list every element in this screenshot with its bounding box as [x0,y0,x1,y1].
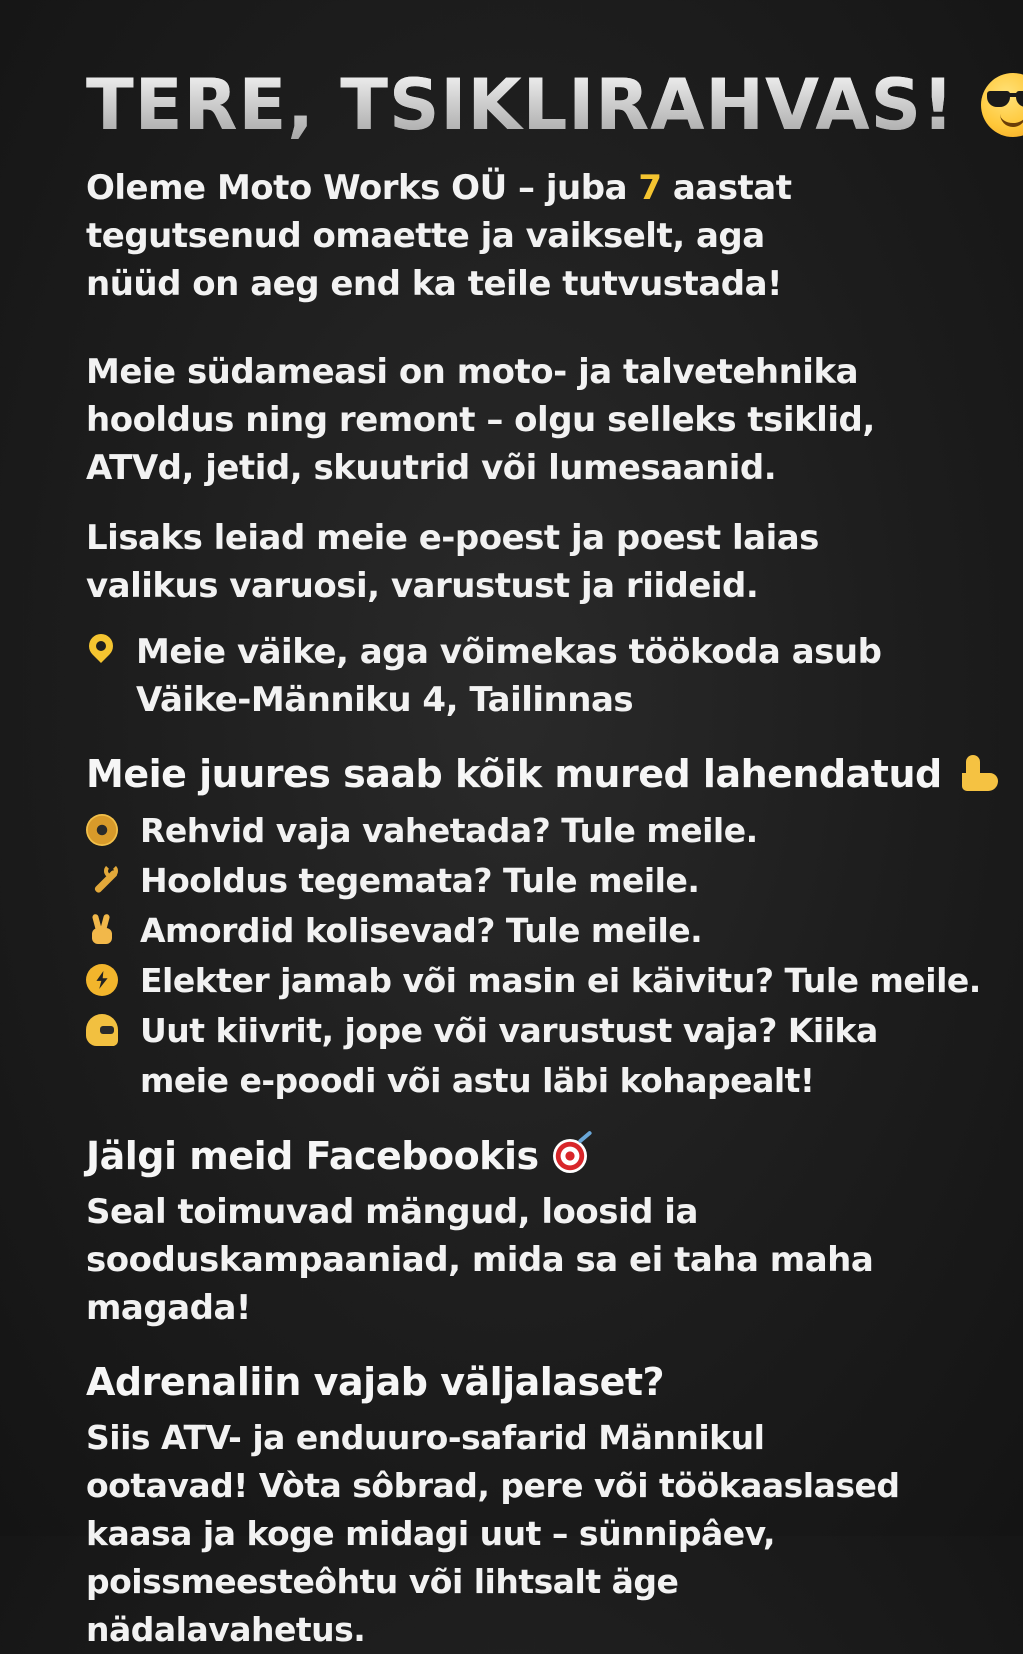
service-paragraph: Meie südameasi on moto- ja talvetehnika hooldus ning remont – olgu selleks tsiklid, ATVd, jetid, skuutrid või lumesaanid. [86,352,875,488]
map-pin-icon [86,632,116,676]
location-line-1: Meie väike, aga võimekas töökoda asub [136,632,882,672]
list-item-text: Rehvid vaja vahetada? Tule meile. [140,811,758,850]
lightning-bolt-icon [86,964,118,996]
intro-text-start: Oleme Moto Works OÜ – juba [86,168,639,208]
page-title-text: TERE, TSIKLIRAHVAS! [86,60,955,150]
adrenaline-heading [86,1354,986,1410]
adrenaline-heading-text: Adrenaliin vajab väljalaset? [86,1360,665,1404]
sunglasses-face-icon [981,73,1023,137]
list-item-text: Uut kiivrit, jope või varustust vaja? Kiika meie e-poodi või astu läbi kohapealt! [140,1011,878,1100]
facebook-heading-text: Jälgi meid Facebookis [86,1134,539,1178]
page-title [86,60,986,150]
helmet-icon [86,1014,118,1046]
crossed-fingers-icon [86,914,118,946]
intro-years-highlight: 7 [638,168,662,208]
sunglasses-icon [987,91,1023,107]
intro-paragraph [86,164,866,308]
facebook-heading [86,1128,986,1184]
list-item [86,906,986,956]
shop-paragraph: Lisaks leiad meie e-poest ja poest laias valikus varuosi, varustust ja riideid. [86,518,819,606]
list-item-text: Amordid kolisevad? Tule meile. [140,911,703,950]
adrenaline-paragraph: Siis ATV- ja enduuro-safarid Männikul ootavad! Vòta sôbrad, pere või töökaaslased kaasa ja koge midagi uut – sünnipâev, poissmeesteôhtu või lihtsalt äge nädalavahetus. [86,1418,900,1649]
flexed-biceps-icon [960,753,986,795]
location-line-2: Väike-Männiku 4, Tailinnas [136,680,634,720]
tire-icon [86,814,118,846]
location-block [86,628,986,724]
facebook-paragraph: Seal toimuvad mängud, loosid ia sooduskampaaniad, mida sa ei taha maha magada! [86,1192,874,1328]
poster [86,60,986,1654]
intro-text-end: aastat tegutsenud omaette ja vaikselt, aga nüüd on aeg end ka teile tutvustada! [86,168,792,304]
target-icon [553,1139,587,1173]
list-item [86,856,986,906]
wrench-icon [86,864,118,896]
location-text [136,628,881,724]
smile-mark [1000,111,1023,127]
list-item-text: Hooldus tegemata? Tule meile. [140,861,700,900]
list-item [86,1006,986,1106]
list-item [86,806,986,856]
problems-heading-text: Meie juures saab kõik mured lahendatud [86,752,942,796]
problems-list [86,806,986,1106]
list-item-text: Elekter jamab või masin ei käivitu? Tule meile. [140,961,981,1000]
problems-heading [86,746,986,802]
list-item [86,956,986,1006]
